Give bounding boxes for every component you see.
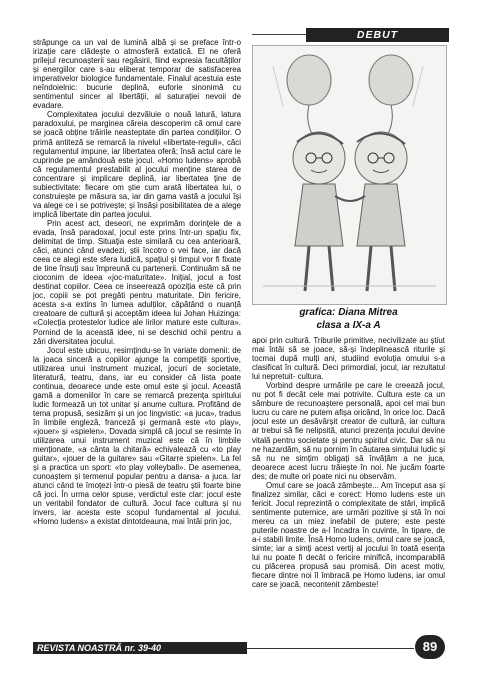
caption-author: grafica: Diana Mitrea: [299, 307, 398, 318]
left-text-column: [33, 38, 241, 527]
illustration-caption: [252, 306, 445, 332]
paragraph: Complexitatea jocului dezvăluie o nouă latură, latura paradoxului, pe marginea căreia descoperim că omul care se joacă obține trăirile neasteptate din partea condițiilor. O primă antiteză se remarcă la nivelul «libertate-reguli», căci regulamentul impune, iar libertatea oferă; însă actul care le cuprinde pe amândouă este jocul. «Homo ludens» aprobă că regulamentul prestabilit al jocului menține starea de concentrare și implicare deplină, iar libertatea ține de subiectivitate: fiecare om știe cum arată libertatea lui, o construiește pe măsura sa, iar din gama vastă a jocului își va alege ce i se potrivește; și însăși posibilitatea de a alege implică libertate din partea jocului.: [33, 110, 241, 219]
paragraph: străpunge ca un val de lumină albă și se preface într-o irizație care clădește o atmosferă extatică. El ne oferă prilejul recunoașterii sau regăsirii, fiind expresia facultăților și energiilor care s-au eliberat temporar de satisfacerea imperativelor biologice fundamentale. Finalul acestuia este neîndoielnic: bucurie deplină, euforie sinonimă cu sentimentul sincer al libertății, al saturației nevoii de evadare.: [33, 38, 241, 111]
caption-class: clasa a IX-a A: [316, 320, 381, 331]
banner-rule: [252, 34, 306, 35]
paragraph: Vorbind despre urmările pe care le creează jocul, nu pot fi decât cele mai potrivite. Cultura este ca un sâmbure de recunoaștere personală, apoi cel mai bun lucru cu care ne putem afișa oricând, în orice loc. Dacă jocul este un desăvârșit creator de cultură, iar cultura ar trebui să fie nelipsită, atunci prezența jocului devine vitală pentru societate și pentru spiritul civic. Dar să nu ne hazardăm, să nu pornim în căutarea simțului ludic și să nu ne simțim obligați să învățăm a ne juca, deoarece acest lucru trăiește în noi. Ne jucăm foarte des; de multe ori poate nici nu observăm.: [252, 381, 445, 481]
footer-rule: [247, 648, 414, 649]
paragraph: Jocul este ubicuu, resimțindu-se în variate domenii: de la joaca sinceră a copiilor ajunge la competiții sportive, utilizarea unui instrument muzical, jocuri de societate, literatură, teatru, dans, iar eu consider că lista poate continua, deoarece unde este omul este și jocul. Această gamă a domeniilor în care se remarcă prezența spiritului ludic formează un tot unitar și anume cultura. Profitând de tema propusă, sesizăm și un joc lingvistic: «a juca», tradus în limbile engleză, franceză și germană este «to play», «jouer» și «spielen». Dovada simplă că jocul se resimte în utilizarea unui instrument muzical este că în limbile menționate, «a cânta la chitară» echivalează cu «to play guitar», «jouer de la guitare» sau «Gitarre spielen». La fel și a practica un sport: «to play volleyball». De asemenea, cunoaștem și termenul popular pentru a dansa- a juca. Iar atunci când te îmoțezi într-o piesă de teatru știi foarte bine că joci. În urma celor spuse, verdictul este clar: jocul este un veritabil fondator de cultură. Jocul face cultura și nu invers, iar acesta este scopul fundamental al jocului. «Homo ludens» a existat dintotdeauna, mai întâi prin joc,: [33, 345, 241, 527]
page-number: 89: [415, 635, 445, 659]
paragraph: apoi prin cultură. Triburile primitive, necivilizate au știut mai întâi să se joace, să-și îndeplinească riturile și tocmai după mulți ani, studiind evoluția omului s-a clasificat în cultură. Deci primordial, jocul, iar rezultatul lui nepretuit- cultura.: [252, 336, 445, 382]
illustration: [252, 45, 447, 305]
magazine-footer: REVISTA NOASTRĂ nr. 39-40: [33, 642, 247, 654]
right-text-column: [252, 336, 445, 589]
balloon-figures-icon: [253, 46, 446, 304]
paragraph: Prin acest act, deseori, ne exprimăm dorințele de a evada, însă paradoxal, jocul este prins într-un spațiu fix, delimitat de timp. Situația este similară cu cea anterioară, căci, atunci când evadezi, știi încotro o vei face, iar dacă ceea ce alegi este sfera ludică, spațiul și timpul vor fi fixate de tine însuți sau împreună cu partenerii. Continuăm să ne cioconim de ideea «joc-maturitate». Inițial, jocul a fost destinat copiilor. Ceea ce inseerează opoziția este că prin joc, copiii se pot pregăti pentru maturitate. Din fericire, acesta s-a extins în lumea adulților, căpătând o nuanță creatoare de cultură și acceptăm ideea lui Johan Huizinga: «Colecția protestelor ludice ale lirilor mature este cultura». Pornind de la această idee, ni se deschid ochii pentru a zări diversitatea jocului.: [33, 218, 241, 346]
paragraph: Omul care se joacă zâmbește... Am început asa și finalizez similar, căci e corect: Homo ludens este un fericit. Jocul reprezintă o complexitate de stări, implică sentimente puternice, are urmări pozitive și stă în noi mereu ca un miez inefabil de putere; este peste puterile noastre de a-l încadra în cuvinte, în tipare, de a-i stabili limite. Însă Homo ludens, omul care se joacă, simte; iar a simți acest vertij al jocului în toată esența lui nu poate fi decât o fericire minifică, incomparabilă cu plăcerea propusă sau promisă. Din acest motiv, fiecare dintre noi îl îmbracă pe Homo ludens, iar omul care se joacă, necontenit zâmbeste!: [252, 480, 445, 590]
section-banner: DEBUT: [306, 28, 449, 42]
